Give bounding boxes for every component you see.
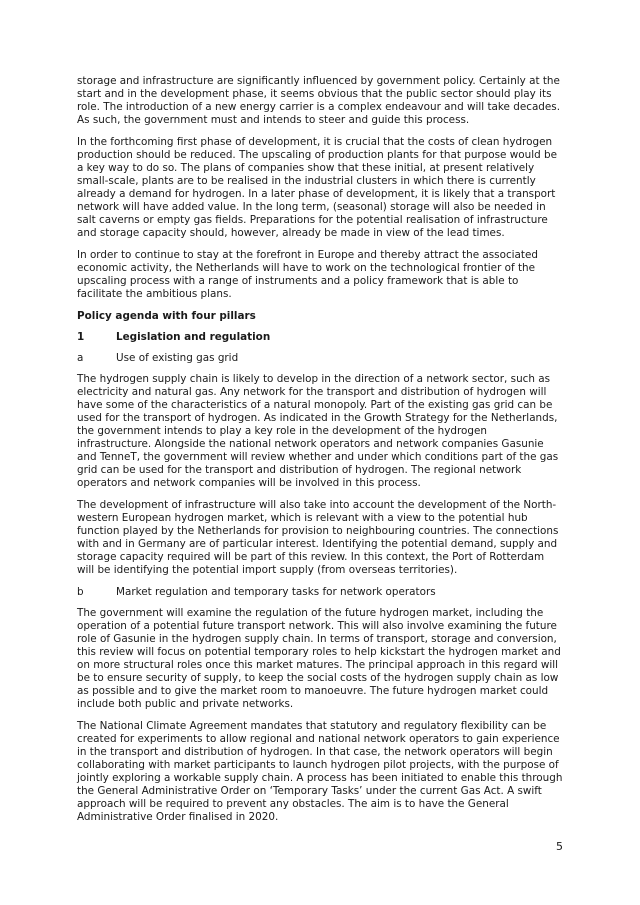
heading-title: Legislation and regulation: [116, 331, 271, 343]
subheading-a: [77, 352, 564, 365]
subheading-title: Use of existing gas grid: [116, 352, 239, 364]
paragraph: The National Climate Agreement mandates that statutory and regulatory flexibility can be created for experiments to allow regional and national network operators to gain experience in the transport and distribution of hydrogen. In that case, the network operators will begin collaborating with market participants to launch hydrogen pilot projects, with the purpose of jointly exploring a workable supply chain. A process has been initiated to enable this through the General Administrative Order on ‘Temporary Tasks’ under the current Gas Act. A swift approach will be required to prevent any obstacles. The aim is to have the General Administrative Order finalised in 2020.: [77, 720, 563, 823]
document-body: [77, 75, 564, 833]
subheading-letter: b: [77, 586, 84, 598]
subheading-b: [77, 586, 564, 599]
section-heading: Policy agenda with four pillars: [77, 310, 256, 322]
numbered-heading: [77, 331, 564, 344]
page-number: 5: [556, 840, 563, 853]
subheading-letter: a: [77, 352, 84, 364]
paragraph: The development of infrastructure will also take into account the development of the North-western European hydrogen market, which is relevant with a view to the potential hub function played by the Netherlands for provision to neighbouring countries. The connections with and in Germany are of particular interest. Identifying the potential demand, supply and storage capacity required will be part of this review. In this context, the Port of Rotterdam will be identifying the potential import supply (from overseas territories).: [77, 499, 559, 576]
paragraph: The government will examine the regulation of the future hydrogen market, including the operation of a potential future transport network. This will also involve examining the future role of Gasunie in the hydrogen supply chain. In terms of transport, storage and conversion, this review will focus on potential temporary roles to help kickstart the hydrogen market and on more structural roles once this market matures. The principal approach in this regard will be to ensure security of supply, to keep the social costs of the hydrogen supply chain as low as possible and to give the market room to manoeuvre. The future hydrogen market could include both public and private networks.: [77, 607, 561, 710]
paragraph: The hydrogen supply chain is likely to develop in the direction of a network sector, such as electricity and natural gas. Any network for the transport and distribution of hydrogen will have some of the characteristics of a natural monopoly. Part of the existing gas grid can be used for the transport of hydrogen. As indicated in the Growth Strategy for the Netherlands, the government intends to play a key role in the development of the hydrogen infrastructure. Alongside the national network operators and network companies Gasunie and TenneT, the government will review whether and under which conditions part of the gas grid can be used for the transport and distribution of hydrogen. The regional network operators and network companies will be involved in this process.: [77, 373, 559, 489]
subheading-title: Market regulation and temporary tasks for network operators: [116, 586, 436, 598]
paragraph: storage and infrastructure are significantly influenced by government policy. Certainly at the start and in the development phase, it seems obvious that the public sector should play its role. The introduction of a new energy carrier is a complex endeavour and will take decades. As such, the government must and intends to steer and guide this process.: [77, 75, 561, 126]
paragraph: In order to continue to stay at the forefront in Europe and thereby attract the associated economic activity, the Netherlands will have to work on the technological frontier of the upscaling process with a range of instruments and a policy framework that is able to facilitate the ambitious plans.: [77, 249, 538, 300]
heading-number: 1: [77, 331, 85, 343]
paragraph: In the forthcoming first phase of development, it is crucial that the costs of clean hydrogen production should be reduced. The upscaling of production plants for that purpose would be a key way to do so. The plans of companies show that these initial, at present relatively small-scale, plants are to be realised in the industrial clusters in which there is currently already a demand for hydrogen. In a later phase of development, it is likely that a transport network will have added value. In the long term, (seasonal) storage will also be needed in salt caverns or empty gas fields. Preparations for the potential realisation of infrastructure and storage capacity should, however, already be made in view of the lead times.: [77, 136, 557, 239]
